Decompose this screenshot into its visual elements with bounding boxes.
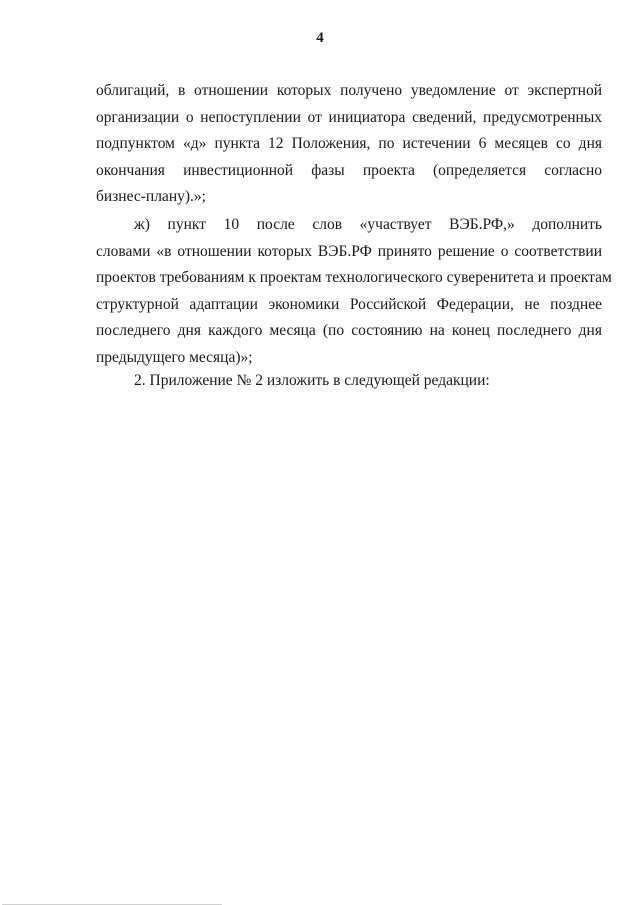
text-line: окончания инвестиционной фазы проекта (определяется согласно (96, 161, 602, 179)
paragraph-item-2 (96, 368, 602, 395)
paragraph-item-zh (96, 212, 612, 372)
text-line: словами «в отношении которых ВЭБ.РФ принято решение о соответствии (96, 242, 602, 260)
page-number: 4 (316, 30, 324, 46)
text-line: бизнес-плану).»; (96, 188, 206, 206)
paragraph-continuation (96, 78, 602, 211)
text-line: структурной адаптации экономики Российской Федерации, не позднее (96, 295, 602, 313)
text-line: ж) пункт 10 после слов «участвует ВЭБ.РФ,» дополнить (134, 216, 602, 233)
text-line: последнего дня каждого месяца (по состоянию на конец последнего дня (96, 322, 602, 340)
text-line: организации о непоступлении от инициатора сведений, предусмотренных (96, 108, 602, 126)
text-line: проектов требованиям к проектам технологического суверенитета и проектам (96, 269, 612, 287)
text-line: предыдущего месяца)»; (96, 348, 253, 366)
text-line: подпунктом «д» пункта 12 Положения, по истечении 6 месяцев со дня (96, 135, 602, 153)
text-line: облигаций, в отношении которых получено уведомление от экспертной (96, 82, 602, 99)
text-line: 2. Приложение № 2 изложить в следующей редакции: (134, 372, 490, 389)
